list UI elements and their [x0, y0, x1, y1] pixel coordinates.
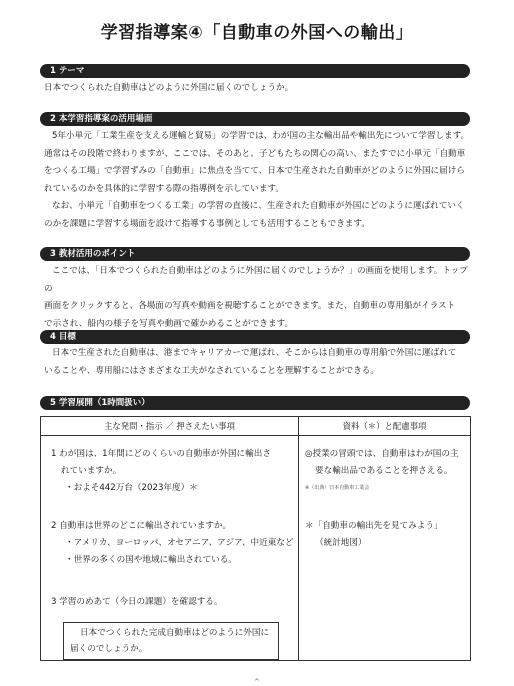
- table-header-materials: 資料（＊）と配慮事項: [299, 417, 471, 436]
- body-line: いることや、専用船にはさまざまな工夫がなされていることを理解することができる。: [44, 365, 379, 376]
- section-heading-points: 3 教材活用のポイント: [40, 247, 470, 261]
- note-line: ＊「自動車の輸出先を見てみよう」: [305, 521, 443, 531]
- table-cell-materials: [299, 436, 471, 661]
- goal-line: 日本でつくられた完成自動車はどのように外国に: [80, 628, 270, 638]
- lesson-plan-table: [40, 416, 471, 661]
- section-body-points: [44, 263, 470, 333]
- note-line: （統計地図）: [315, 538, 367, 548]
- table-cell-questions: [41, 436, 299, 661]
- section-heading-lesson-flow: 5 学習展開（1時間扱い）: [40, 396, 470, 410]
- step-question: 3 学習のめあて（今日の課題）を確認する。: [51, 597, 223, 607]
- step-answer: ・世界の多くの国や地域に輸出されている。: [65, 555, 237, 565]
- section-heading-theme: 1 テーマ: [40, 64, 470, 78]
- note-line: 要な輸出品であることを押さえる。: [315, 466, 453, 476]
- section-body-goal: [44, 345, 470, 380]
- section-body-theme: [44, 80, 470, 98]
- page-title: 学習指導案④「自動車の外国への輸出」: [100, 23, 414, 43]
- step-answer: ・およそ442万台（2023年度）＊: [65, 483, 198, 493]
- step-question: 1 わが国は、1年間にどのくらいの自動車が外国に輸出さ: [51, 449, 271, 459]
- page-marker: ^: [254, 678, 260, 686]
- body-line: れているのかを具体的に学習する際の指導例を示しています。: [44, 183, 284, 194]
- section-heading-goal: 4 目標: [40, 330, 470, 344]
- body-line: なお、小単元「自動車をつくる工業」の学習の直後に、生産された自動車が外国にどのように運ばれていく: [52, 201, 465, 211]
- lesson-goal-box: [63, 622, 279, 660]
- table-header-questions: 主な発問・指示 ／ 押さえたい事項: [41, 417, 299, 436]
- body-line: をつくる工場」で学習ずみの「自動車」に焦点を当てて、日本で生産された自動車がどのように外国に届けら: [44, 166, 465, 176]
- body-line: のかを課題に学習する場面を設けて指導する事例としても活用することもできます。: [44, 218, 370, 229]
- step-2: [51, 518, 301, 569]
- body-line: 日本で生産された自動車は、港までキャリアカーで運ばれ、そこからは自動車の専用船で外国に運ばれて: [52, 348, 457, 358]
- body-line: 日本でつくられた自動車はどのように外国に届くのでしょうか。: [44, 83, 294, 93]
- note-2: [305, 518, 485, 552]
- goal-line: 届くのでしょうか。: [70, 644, 148, 654]
- body-line: 画面をクリックすると、各場面の写真や動画を視聴することができます。また、自動車の専用船がイラスト: [44, 301, 456, 311]
- step-1: [51, 446, 301, 497]
- section-heading-usage: 2 本学習指導案の活用場面: [40, 112, 470, 126]
- body-line: 5年小単元「工業生産を支える運輸と貿易」の学習では、わが国の主な輸出品や輸出先について学習します。: [52, 131, 470, 141]
- body-line: 通常はその段階で終わりますが、ここでは、そのあと、子どもたちの関心の高い、またすでに小単元「自動車: [44, 148, 466, 159]
- step-question: 2 自動車は世界のどこに輸出されていますか。: [51, 521, 232, 531]
- body-line: ここでは、「日本でつくられた自動車はどのように外国に届くのでしょうか？」の画面を使用します。トップの: [44, 266, 468, 294]
- note-line: ◎授業の冒頭では、自動車はわが国の主: [305, 449, 459, 459]
- step-question: れていますか。: [61, 466, 122, 476]
- note-1: [305, 446, 485, 497]
- step-answer: ・アメリカ、ヨーロッパ、オセアニア、アジア、中近東など: [65, 538, 294, 548]
- body-line: で示され、船内の様子を写真や動画で確かめることができます。: [44, 318, 294, 329]
- step-3: [51, 594, 301, 611]
- source-note: ※（出典）日本自動車工業会: [305, 485, 370, 491]
- section-body-usage: [44, 128, 470, 233]
